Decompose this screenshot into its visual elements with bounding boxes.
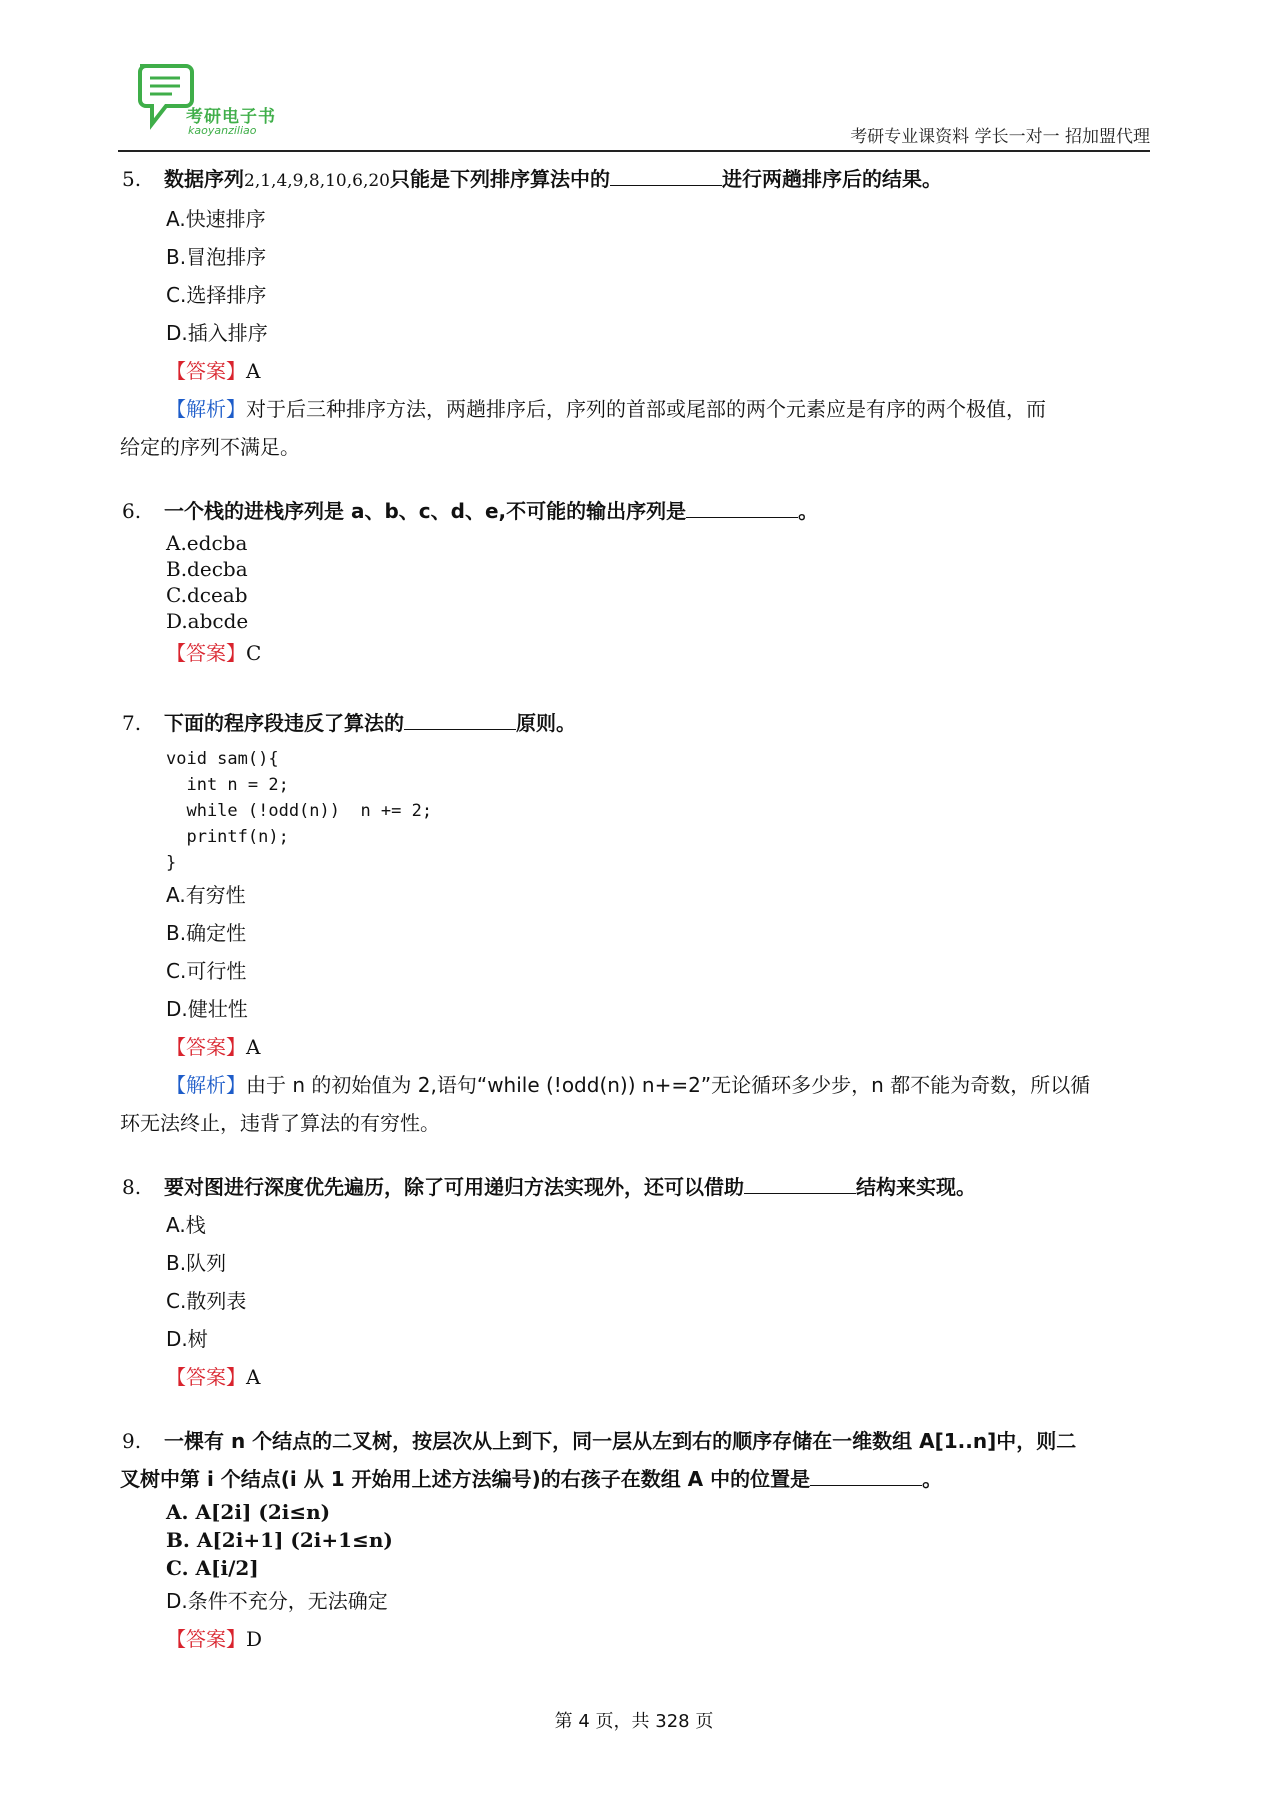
explanation: 【解析】由于 n 的初始值为 2,语句“while (!odd(n)) n+=2”无论循环多少步，n 都不能为奇数，所以循 [166, 1073, 1091, 1097]
logo-title: 考研电子书 [186, 107, 276, 127]
question-text: 数据序列2,1,4,9,8,10,6,20只能是下列排序算法中的 进行两趟排序后的结果。 [164, 167, 942, 191]
header-divider [118, 150, 1150, 152]
answer-value: A [246, 1365, 261, 1389]
answer-value: D [246, 1627, 263, 1651]
logo [136, 62, 276, 147]
document-body [120, 160, 1150, 1658]
answer-blank [744, 1173, 856, 1194]
answer-tag: 【答案】 [166, 359, 246, 383]
answer-blank [404, 709, 516, 730]
explanation-tag: 【解析】 [166, 397, 246, 421]
option: B.确定性 [166, 921, 247, 945]
question-number: 9. [122, 1429, 142, 1453]
explanation-tag: 【解析】 [166, 1073, 246, 1097]
option: D.abcde [166, 609, 249, 633]
question-5 [120, 160, 1150, 466]
answer [120, 1620, 1150, 1658]
option: D.健壮性 [166, 997, 248, 1021]
answer-value: A [246, 359, 261, 383]
answer-tag: 【答案】 [166, 1627, 246, 1651]
question-text-continued: 叉树中第 i 个结点(i 从 1 开始用上述方法编号)的右孩子在数组 A 中的位置是 。 [120, 1467, 943, 1491]
option: A.有穷性 [166, 883, 246, 907]
option: B.decba [166, 557, 248, 581]
question-6 [120, 492, 1150, 672]
code-block: void sam(){ int n = 2; while (!odd(n)) n += 2; printf(n); } [166, 749, 433, 873]
answer-value: C [246, 641, 262, 665]
answer-blank [610, 165, 722, 186]
option: A. A[2i] (2i≤n) [166, 1500, 331, 1524]
option: D.条件不充分，无法确定 [166, 1589, 388, 1613]
answer [120, 634, 1150, 672]
question-text: 一棵有 n 个结点的二叉树，按层次从上到下，同一层从左到右的顺序存储在一维数组 A[1..n]中，则二 [164, 1429, 1077, 1453]
option: C.dceab [166, 583, 248, 607]
option: A.快速排序 [166, 207, 266, 231]
explanation-continued: 环无法终止，违背了算法的有穷性。 [120, 1111, 440, 1135]
answer-tag: 【答案】 [166, 641, 246, 665]
answer-value: A [246, 1035, 261, 1059]
answer [120, 1358, 1150, 1396]
logo-subtitle: kaoyanziliao [188, 124, 257, 137]
question-8 [120, 1168, 1150, 1396]
option: D.插入排序 [166, 321, 268, 345]
question-9 [120, 1422, 1150, 1658]
question-7 [120, 704, 1150, 1142]
question-number: 7. [122, 711, 142, 735]
option: C.选择排序 [166, 283, 267, 307]
explanation-continued: 给定的序列不满足。 [120, 435, 300, 459]
question-number: 5. [122, 167, 142, 191]
explanation: 【解析】对于后三种排序方法，两趟排序后，序列的首部或尾部的两个元素应是有序的两个极值，而 [166, 397, 1046, 421]
question-number: 8. [122, 1175, 142, 1199]
option: C. A[i/2] [166, 1556, 259, 1580]
answer-blank [810, 1465, 922, 1486]
page-header [118, 62, 1150, 152]
option: A.edcba [166, 531, 248, 555]
option: B.队列 [166, 1251, 227, 1275]
option: B. A[2i+1] (2i+1≤n) [166, 1528, 393, 1552]
page-footer: 第 4 页，共 328 页 [554, 1711, 714, 1732]
option: D.树 [166, 1327, 208, 1351]
answer-tag: 【答案】 [166, 1035, 246, 1059]
option: C.可行性 [166, 959, 247, 983]
answer-blank [686, 497, 798, 518]
answer [120, 1028, 1150, 1066]
option: C.散列表 [166, 1289, 247, 1313]
question-text: 下面的程序段违反了算法的 原则。 [164, 711, 576, 735]
option: A.栈 [166, 1213, 206, 1237]
header-tagline: 考研专业课资料 学长一对一 招加盟代理 [850, 127, 1150, 147]
question-text: 一个栈的进栈序列是 a、b、c、d、e,不可能的输出序列是 。 [164, 499, 819, 523]
question-number: 6. [122, 499, 142, 523]
answer [120, 352, 1150, 390]
option: B.冒泡排序 [166, 245, 267, 269]
question-text: 要对图进行深度优先遍历，除了可用递归方法实现外，还可以借助 结构来实现。 [164, 1175, 976, 1199]
answer-tag: 【答案】 [166, 1365, 246, 1389]
